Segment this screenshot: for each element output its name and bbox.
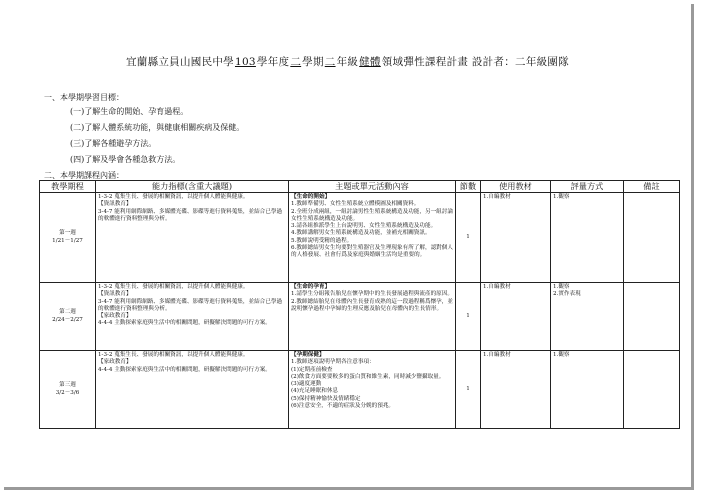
ability-text: 3-4-7 能利用網際網路、多媒體光碟、影碟等進行資料蒐集，並結合已學過的軟體進行資料整理與分析。 bbox=[98, 298, 283, 312]
table-row bbox=[40, 193, 680, 283]
ability-text: 1-3-2 蒐集生長、發展的相關資訊，以提升個人體能與健康。 bbox=[98, 284, 249, 290]
goal-item: (一)了解生命的開始、孕育過程。 bbox=[70, 107, 189, 116]
section-heading-goals: 一、本學期學習目標： bbox=[44, 93, 124, 102]
assessment-cell bbox=[551, 351, 624, 429]
content-text: 1.請學生分組報告胎兒在懷孕期中的生長發展過程與流產的原因。 bbox=[291, 291, 453, 298]
material-cell: 1.自編教材 bbox=[481, 351, 551, 429]
note-cell bbox=[624, 193, 680, 283]
content-text: 4.教師講解男女生殖系統構造及功能，並補充相關資訊。 bbox=[291, 230, 431, 237]
table-row bbox=[40, 283, 680, 351]
semester-value: 二 bbox=[290, 56, 302, 68]
material-cell: 1.自編教材 bbox=[481, 193, 551, 283]
content-cell bbox=[289, 193, 456, 283]
periods-cell: 1 bbox=[456, 283, 481, 351]
goal-item: (四)了解及學會各種急救方法。 bbox=[70, 155, 181, 164]
week-dates: 3/2－3/6 bbox=[55, 389, 80, 396]
content-text: 2.全班分成兩組，一組討論男性生殖系統構造及功能，另一組討論女性生殖系統構造及功能。 bbox=[291, 208, 453, 222]
content-tag: 【生命的孕育】 bbox=[291, 284, 331, 290]
content-text: 5.教師說明受精的過程。 bbox=[291, 237, 353, 244]
week-label: 第二週 bbox=[59, 309, 76, 316]
title-text: 年級 bbox=[336, 56, 359, 68]
ability-text: 1-3-2 蒐集生長、發展的相關資訊，以提升個人體能與健康。 bbox=[98, 352, 249, 358]
school-year: 103 bbox=[234, 56, 256, 68]
assessment-text: 1.觀察 bbox=[553, 194, 570, 200]
assessment-text: 2.實作表現 bbox=[553, 291, 581, 298]
content-text: 2.教師總結胎兒在母體內生長發育成熟的這一段過程稱爲懷孕，並說明懷孕過程中孕婦的生理反應及胎兒在母體內的生長情形。 bbox=[291, 298, 453, 312]
title-text: 學期 bbox=[302, 56, 324, 68]
header-ability: 能力指標(含重大議題) bbox=[96, 181, 289, 193]
curriculum-table bbox=[39, 180, 680, 429]
content-text: (4)充足睡眠和休息 bbox=[291, 388, 339, 395]
content-text: 3.請各組推派學生上台說明男、女性生殖系統構造及功能。 bbox=[291, 223, 437, 230]
content-cell bbox=[289, 351, 456, 429]
week-label: 第三週 bbox=[59, 382, 76, 389]
ability-text: 1-3-2 蒐集生長、發展的相關資訊，以提升個人體能與健康。 bbox=[98, 194, 249, 200]
section-heading-curriculum: 二、本學期課程內涵： bbox=[44, 171, 124, 180]
content-text: 1.教師準備男、女性生殖系統立體模圖及相關資料。 bbox=[291, 201, 420, 208]
content-text: 6.教師總結男女生均要對生殖器官及生理現象有所了解，認對個人的人格發展、社會行爲及家庭與婚姻生活均是重要的。 bbox=[291, 244, 453, 259]
content-text: (6)注意安全，不適的症狀及分娩的預兆。 bbox=[291, 402, 395, 409]
grade-value: 二 bbox=[324, 56, 336, 68]
content-text: (5)保持精神愉快及情緒穩定 bbox=[291, 395, 361, 402]
school-name: 宜蘭縣立員山國民中學 bbox=[125, 56, 234, 68]
header-note: 備註 bbox=[624, 181, 680, 193]
content-tag: 【生命的開始】 bbox=[291, 194, 331, 200]
week-dates: 1/21－1/27 bbox=[52, 237, 83, 244]
assessment-text: 1.觀察 bbox=[553, 352, 570, 358]
header-material: 使用教材 bbox=[481, 181, 551, 193]
header-content: 主題或單元活動內容 bbox=[289, 181, 456, 193]
ability-text: 【家政教育】 bbox=[98, 313, 132, 320]
subject-value: 健體 bbox=[359, 56, 381, 68]
header-assessment: 評量方式 bbox=[551, 181, 624, 193]
table-row bbox=[40, 351, 680, 429]
ability-text: 4-4-4 主動探索家庭與生活中的相關問題，研擬解決問題的可行方案。 bbox=[98, 320, 271, 327]
week-dates: 2/24－2/27 bbox=[52, 316, 83, 323]
header-periods: 節數 bbox=[456, 181, 481, 193]
header-schedule: 教學期程 bbox=[40, 181, 96, 193]
assessment-cell bbox=[551, 283, 624, 351]
week-cell bbox=[40, 351, 96, 429]
assessment-text: 1.觀察 bbox=[553, 284, 570, 290]
content-cell bbox=[289, 283, 456, 351]
week-label: 第一週 bbox=[59, 230, 76, 237]
content-text: (2)飲食方面要要較多的蛋白質和維生素，同時減少鹽攝取量。 bbox=[291, 373, 445, 380]
note-cell bbox=[624, 283, 680, 351]
content-text: (1)定期產前檢查 bbox=[291, 366, 333, 373]
ability-text: 4-4-4 主動探索家庭與生活中的相關問題，研擬解決問題的可行方案。 bbox=[98, 366, 271, 373]
content-tag: 【孕期保健】 bbox=[291, 352, 325, 358]
title-text: 學年度 bbox=[256, 56, 290, 68]
document-title bbox=[4, 54, 691, 69]
ability-cell bbox=[96, 283, 289, 351]
note-cell bbox=[624, 351, 680, 429]
table-header-row bbox=[40, 181, 680, 193]
content-text: 1.教師逐項說明孕期各注意事項： bbox=[291, 359, 375, 366]
ability-cell bbox=[96, 351, 289, 429]
week-cell bbox=[40, 283, 96, 351]
goal-item: (三)了解各種避孕方法。 bbox=[70, 139, 157, 148]
ability-text: 3-4-7 能利用網際網路、多媒體光碟、影碟等進行資料蒐集，並結合已學過的軟體進行資料整理與分析。 bbox=[98, 208, 283, 222]
content-text: (3)適度運動 bbox=[291, 381, 322, 388]
ability-text: 【資訊教育】 bbox=[98, 291, 132, 298]
ability-cell bbox=[96, 193, 289, 283]
goal-item: (二)了解人體系統功能，與健康相關疾病及保健。 bbox=[70, 123, 245, 132]
periods-cell: 1 bbox=[456, 193, 481, 283]
assessment-cell bbox=[551, 193, 624, 283]
material-cell: 1.自編教材 bbox=[481, 283, 551, 351]
periods-cell: 1 bbox=[456, 351, 481, 429]
ability-text: 【家政教育】 bbox=[98, 359, 132, 366]
ability-text: 【資訊教育】 bbox=[98, 201, 132, 208]
week-cell bbox=[40, 193, 96, 283]
title-text: 領域彈性課程計畫 設計者：二年級團隊 bbox=[381, 56, 570, 68]
